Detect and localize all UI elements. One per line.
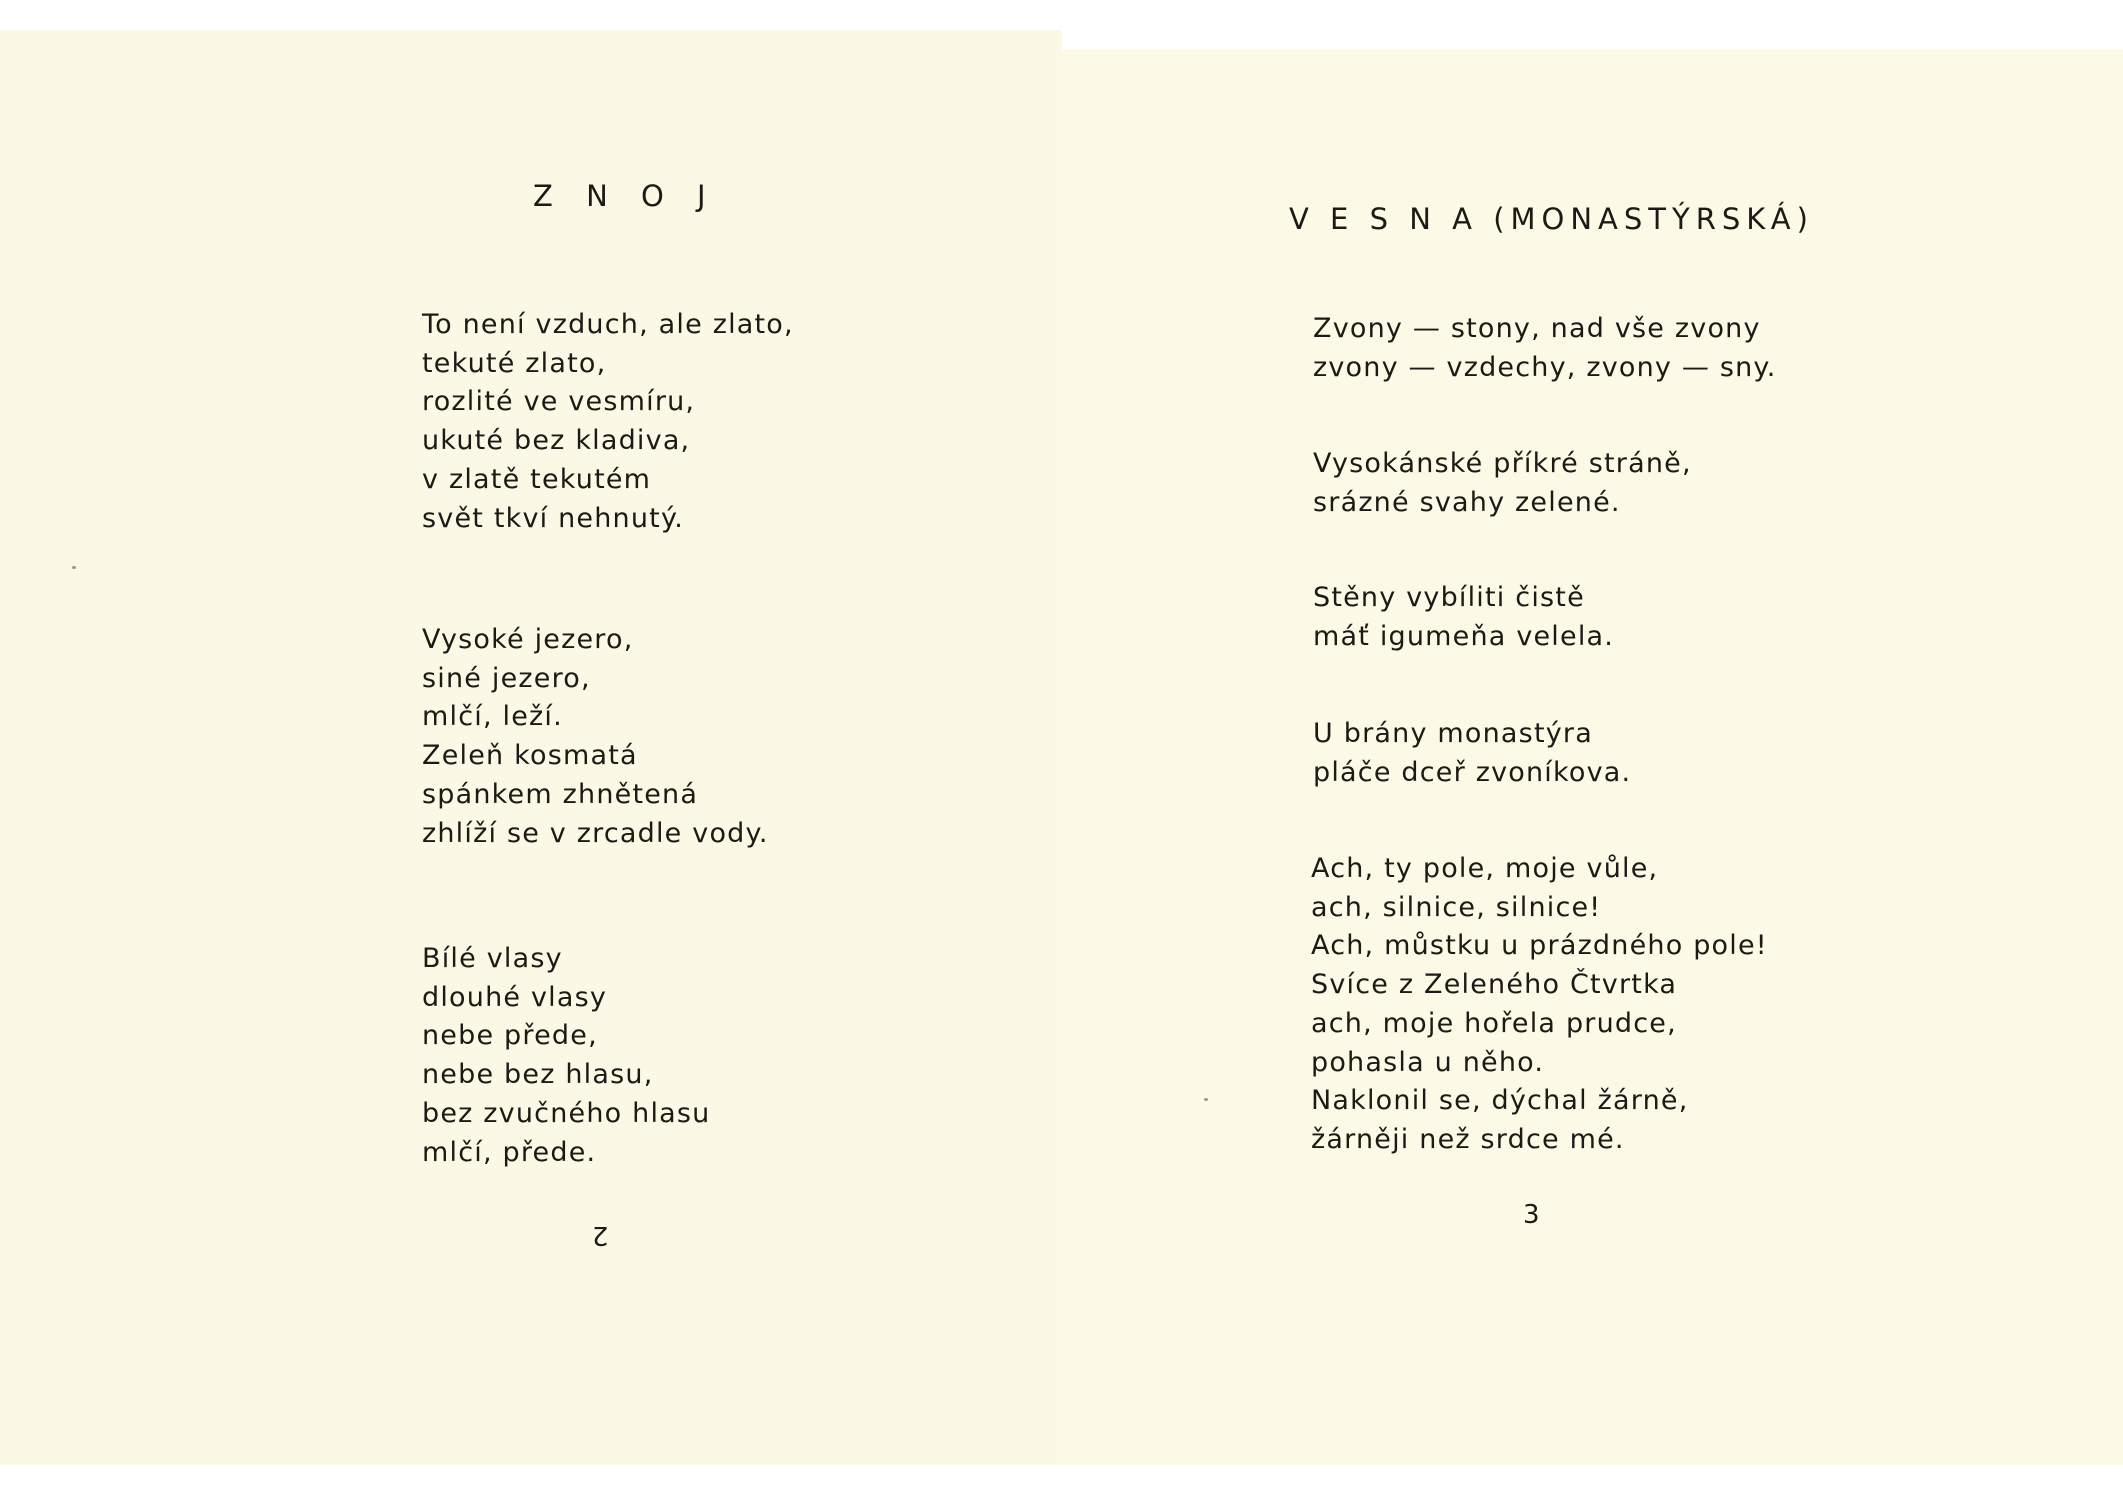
verse-line: pláče dceř zvoníkova.	[1313, 756, 1632, 788]
verse-line: Naklonil se, dýchal žárně,	[1311, 1085, 1689, 1117]
verse-line: mlčí, přede.	[422, 1136, 597, 1168]
left-page	[0, 30, 1062, 1465]
stanza-2	[1313, 445, 1692, 522]
verse-line: ach, silnice, silnice!	[1311, 891, 1602, 923]
verse-line: Svíce z Zeleného Čtvrtka	[1311, 969, 1678, 1001]
verse-line: U brány monastýra	[1313, 718, 1593, 749]
verse-line: Ach, můstku u prázdného pole!	[1311, 930, 1768, 962]
verse-line: nebe přede,	[422, 1020, 598, 1052]
verse-line: máť igumeňa velela.	[1313, 620, 1615, 652]
verse-line: To není vzduch, ale zlato,	[422, 309, 794, 340]
stanza-2	[422, 621, 769, 853]
stanza-4	[1313, 715, 1631, 792]
verse-line: zhlíží se v zrcadle vody.	[422, 817, 769, 849]
right-page	[1062, 50, 2123, 1465]
verse-line: rozlité ve vesmíru,	[422, 386, 696, 418]
verse-line: pohasla u něho.	[1311, 1046, 1545, 1078]
verse-line: Vysokánské příkré stráně,	[1313, 448, 1692, 479]
verse-line: v zlatě tekutém	[422, 463, 652, 495]
verse-line: tekuté zlato,	[422, 347, 607, 379]
paper-speck	[1204, 1098, 1208, 1101]
verse-line: Stěny vybíliti čistě	[1313, 582, 1585, 613]
stanza-5	[1311, 850, 1768, 1160]
verse-line: Zeleň kosmatá	[422, 740, 638, 772]
verse-line: ach, moje hořela prudce,	[1311, 1007, 1677, 1039]
verse-line: zvony — vzdechy, zvony — sny.	[1313, 351, 1777, 383]
page-number: 3	[1523, 1200, 1540, 1230]
verse-line: svět tkví nehnutý.	[422, 502, 685, 534]
verse-line: srázné svahy zelené.	[1313, 486, 1621, 518]
stanza-3	[1313, 579, 1614, 656]
verse-line: bez zvučného hlasu	[422, 1097, 711, 1129]
stanza-1	[1313, 310, 1777, 387]
paper-speck	[72, 566, 76, 569]
verse-line: Vysoké jezero,	[422, 624, 634, 655]
verse-line: spánkem zhnětená	[422, 778, 699, 810]
verse-line: Bílé vlasy	[422, 943, 563, 974]
stanza-1	[422, 306, 794, 538]
verse-line: nebe bez hlasu,	[422, 1059, 654, 1091]
verse-line: Zvony — stony, nad vše zvony	[1313, 313, 1761, 344]
page-number: 2	[592, 1220, 609, 1250]
verse-line: ukuté bez kladiva,	[422, 425, 691, 457]
verse-line: žárněji než srdce mé.	[1311, 1123, 1625, 1155]
stanza-3	[422, 940, 711, 1172]
verse-line: Ach, ty pole, moje vůle,	[1311, 853, 1659, 884]
poem-title-znoj: Z N O J	[533, 179, 718, 213]
verse-line: siné jezero,	[422, 662, 591, 694]
verse-line: dlouhé vlasy	[422, 981, 608, 1013]
verse-line: mlčí, leží.	[422, 701, 563, 733]
poem-title-vesna: V E S N A (MONASTÝRSKÁ)	[1289, 202, 1814, 236]
